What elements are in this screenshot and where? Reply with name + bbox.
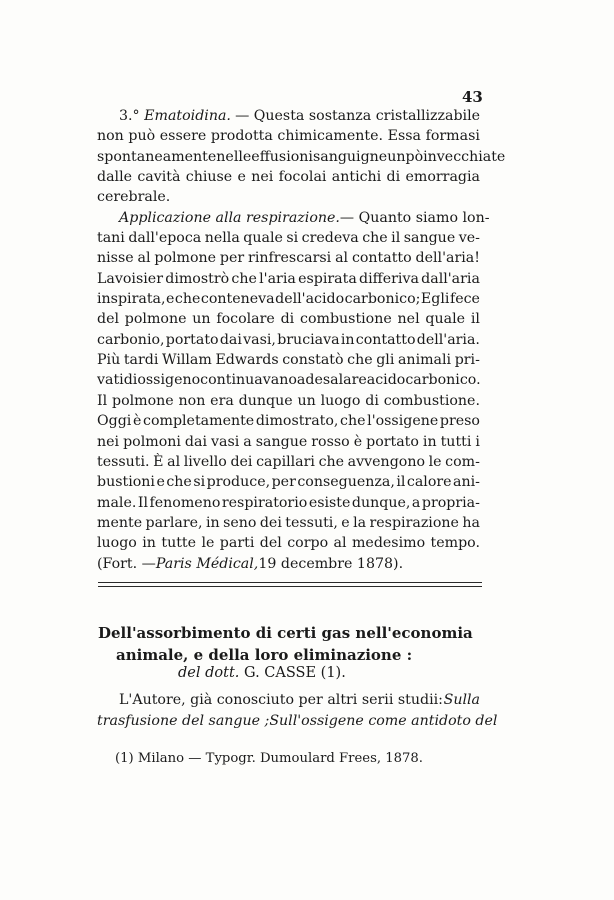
- body-text: [97, 106, 506, 574]
- para-line-2: [97, 711, 498, 732]
- citation-suffix: 19 decembre 1878).: [258, 555, 404, 572]
- text-line: tessuti. È al livello dei capillari che avvengono le com-: [97, 453, 480, 470]
- text-line: nisse al polmone per rinfrescarsi al contatto dell'aria!: [97, 250, 480, 267]
- byline-author: G. CASSE (1).: [244, 665, 346, 681]
- page-number: 43: [462, 88, 483, 106]
- divider-rule-top: [98, 582, 482, 583]
- article-title-line2: animale, e della loro eliminazione :: [116, 646, 413, 664]
- text-line: vati di ossigeno continuavano ad esalare acido carbonico.: [97, 372, 481, 389]
- article-title: [98, 622, 483, 666]
- para-line-2-italic-a: trasfusione del sangue ;: [97, 713, 270, 729]
- article-title-line1: Dell'assorbimento di certi gas nell'economia: [98, 624, 473, 642]
- para-line-1: [97, 690, 480, 711]
- text-line: Lavoisier dimostrò che l'aria espirata differiva dall'aria: [97, 270, 480, 287]
- item3-line: [97, 106, 480, 126]
- para-line-1-italic: Sulla: [443, 692, 480, 708]
- application-heading: Applicazione alla respirazione.: [119, 209, 340, 226]
- item3-term: Ematoidina.: [144, 108, 231, 124]
- text-line: carbonio, portato dai vasi, bruciava in contatto dell'aria.: [97, 331, 480, 348]
- divider-rule-bottom: [98, 586, 482, 587]
- text-line: luogo in tutte le parti del corpo al medesimo tempo.: [97, 535, 480, 552]
- text-line: Più tardi Willam Edwards constatò che gli animali pri-: [97, 352, 480, 369]
- para-line-1-text: L'Autore, già conosciuto per altri serii studii:: [119, 692, 443, 708]
- byline-prefix: del dott.: [178, 665, 240, 681]
- text-line: non può essere prodotta chimicamente. Essa formasi: [97, 128, 480, 145]
- application-line-text: — Quanto siamo lon-: [339, 209, 490, 226]
- text-line: nei polmoni dai vasi a sangue rosso è portato in tutti i: [97, 433, 480, 450]
- article-byline: [178, 663, 346, 683]
- text-line: Oggi è completamente dimostrato, che l'ossigene preso: [97, 413, 480, 430]
- application-line: [97, 208, 490, 228]
- citation-journal: Paris Médical,: [155, 555, 259, 572]
- para-line-2-italic-b: Sull'ossigene come antidoto del: [269, 713, 498, 729]
- text-line: male. Il fenomeno respiratorio esiste dunque, a propria-: [97, 494, 480, 511]
- text-line: mente parlare, in seno dei tessuti, e la respirazione ha: [97, 514, 480, 531]
- text-line: Il polmone non era dunque un luogo di combustione.: [97, 392, 480, 409]
- text-line: del polmone un focolare di combustione nel quale il: [97, 311, 480, 328]
- text-line: cerebrale.: [97, 189, 171, 206]
- article-paragraph: [97, 690, 498, 732]
- text-line: spontaneamente nelle effusioni sanguigne un pò invecchiate: [97, 148, 506, 165]
- text-line: bustioni e che si produce, per conseguenza, il calore ani-: [97, 474, 480, 491]
- footnote: (1) Milano — Typogr. Dumoulard Frees, 1878.: [115, 751, 423, 766]
- text-line: dalle cavità chiuse e nei focolai antichi di emorragia: [97, 169, 480, 186]
- item3-line-text: — Questa sostanza cristallizzabile: [235, 108, 480, 124]
- item3-marker: 3.°: [119, 108, 140, 124]
- text-line: tani dall'epoca nella quale si credeva che il sangue ve-: [97, 230, 480, 247]
- citation-prefix: (Fort. —: [97, 555, 156, 572]
- citation-line: [97, 554, 480, 574]
- text-line: inspirata, e che conteneva dell'acido carbonico; Egli fece: [97, 291, 480, 308]
